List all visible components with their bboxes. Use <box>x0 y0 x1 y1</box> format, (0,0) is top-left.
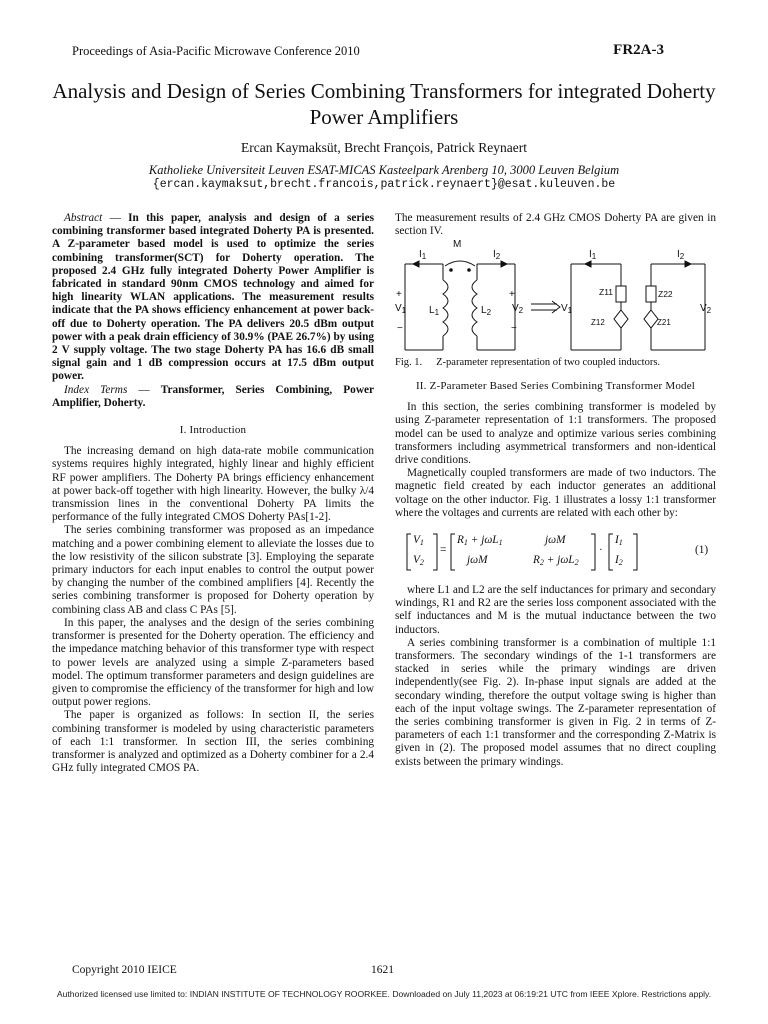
right-column <box>395 212 716 769</box>
intro-paragraph-2: The series combining transformer was proposed as an impedance matching and a power combining element to alleviate the losses due to the low resistivity of the silicon substrate [3]. Employing the separate primary inductors for each input enables to control the output power by changing the number of the combined amplifiers [4]. Recently the series combining transformer is proposed for Doherty operation by combining class AB and class C PAs [5]. <box>52 524 374 616</box>
section2-paragraph-2: Magnetically coupled transformers are made of two inductors. The magnetic field created by each inductor generates an additional voltage on the other inductor. Fig. 1 illustrates a lossy 1:1 transformer where the voltages and currents are related with each other by: <box>395 467 716 519</box>
paper-code: FR2A-3 <box>613 42 664 58</box>
label-v2-minus: − <box>511 323 517 335</box>
intro-paragraph-4: The paper is organized as follows: In section II, the series combining transformer is modeled by using characteristic parameters of each 1:1 transformer. In section III, the series combining transformer is analyzed and optimized as a Doherty combiner for a 2.4 GHz fully integrated CMOS PA. <box>52 709 374 775</box>
eq-z22-term: $R_2 + j\omega L_2$ <box>533 553 579 567</box>
intro-paragraph-3: In this paper, the analyses and the design of the series combining transformer is presented for the Doherty operation. The efficiency and the impedance matching behavior of this transformer type with respect to power levels are analyzed using a simple Z-parameters based model. The optimum transformer parameters and design guidelines are given to compromise the efficiency of the transformer for high and low output power regions. <box>52 616 374 709</box>
measurement-intro: The measurement results of 2.4 GHz CMOS Doherty PA are given in section IV. <box>395 212 716 238</box>
author-emails: {ercan.kaymaksut,brecht.francois,patrick.reynaert}@esat.kuleuven.be <box>152 178 616 191</box>
eq-i1: $I_1$ <box>615 533 623 547</box>
index-terms-label: Index Terms <box>64 383 128 396</box>
label-eq-v2: $V_2$ <box>700 303 712 316</box>
eq-v1: $V_1$ <box>413 533 424 547</box>
eq-z21-term: jωM <box>467 553 488 566</box>
equation-number: (1) <box>695 543 709 556</box>
label-eq-i2: $I_2$ <box>677 249 685 262</box>
section2-paragraph-1: In this section, the series combining transformer is modeled by using Z-parameter representation of 1:1 transformers. The proposed model can be used to analyze and optimize various series combining transformers including asymmetrical transformers and non-identical drive conditions. <box>395 401 716 466</box>
label-v1: $V_1$ <box>395 303 407 316</box>
abstract <box>52 212 374 384</box>
label-i1: $I_1$ <box>419 249 427 262</box>
affiliation: Katholieke Universiteit Leuven ESAT-MICAS Kasteelpark Arenberg 10, 3000 Leuven Belgium <box>148 163 620 177</box>
label-v1-minus: − <box>397 323 403 335</box>
label-l1: $L_1$ <box>429 305 440 318</box>
label-l2: $L_2$ <box>481 305 492 318</box>
label-v2: $V_2$ <box>512 303 524 316</box>
equation-explanation: where L1 and L2 are the self inductances for primary and secondary windings, R1 and R2 are the series loss component associated with the self inductances and M is the mutual inductance between the two inductors. <box>395 583 716 636</box>
abstract-label: Abstract <box>64 212 103 224</box>
figure-1-diagram <box>395 239 716 354</box>
section-1-heading: I. Introduction <box>179 424 247 437</box>
label-z21: Z21 <box>657 318 671 328</box>
label-eq-v1: $V_1$ <box>561 303 573 316</box>
page-number: 1621 <box>371 964 394 976</box>
paper-title: Analysis and Design of Series Combining Transformers for integrated Doherty Power Amplifiers <box>52 79 716 129</box>
intro-paragraph-1: The increasing demand on high data-rate mobile communication systems requires highly integrated, highly linear and highly efficient RF power amplifiers. The Doherty PA brings efficiency enhancement at power back-off together with high linearity. However, the bulky λ/4 transmission lines in the conventional Doherty PA limits the performance of the fully integrated CMOS Doherty PAs[1-2]. <box>52 445 374 524</box>
equation-1 <box>395 530 716 574</box>
label-mutual-m: M <box>453 239 462 251</box>
section-2-heading: II. Z-Parameter Based Series Combining Transformer Model <box>415 379 696 392</box>
label-v2-plus: + <box>509 289 515 301</box>
license-notice: Authorized licensed use limited to: INDIAN INSTITUTE OF TECHNOLOGY ROORKEE. Downloaded on July 11,2023 at 06:19:21 UTC from IEEE Xplore. Restrictions apply. <box>56 989 712 999</box>
index-terms <box>52 384 374 410</box>
eq-equals: = <box>440 543 447 556</box>
index-terms-body: Transformer, Series Combining, Power Amplifier, Doherty. <box>52 383 375 409</box>
section2-paragraph-final: A series combining transformer is a combination of multiple 1:1 transformers. The secondary windings of the 1-1 transformers are stacked in series while the primary windings are driven independently(see Fig. 2). In-phase input signals are added at the secondary winding, therefore the output voltage swing is higher than each of the input voltage swings. The Z-parameter representation of the series combining transformer is given in Fig. 2 in terms of Z-parameters of each 1:1 transformer and the corresponding Z-Matrix is given in (2). The proposed model assumes that no direct coupling exists between the primary windings. <box>395 636 716 768</box>
label-eq-i1: $I_1$ <box>589 249 597 262</box>
label-v1-plus: + <box>396 289 402 301</box>
abstract-dash: — <box>102 212 129 224</box>
figure-1-caption: Fig. 1. Z-parameter representation of two coupled inductors. <box>395 357 661 369</box>
label-z12: Z12 <box>591 318 605 328</box>
eq-i2: $I_2$ <box>615 553 623 567</box>
eq-z11-term: $R_1 + j\omega L_1$ <box>457 533 503 547</box>
footer-copyright: Copyright 2010 IEICE <box>72 964 177 976</box>
eq-dot: · <box>599 543 603 556</box>
label-i2: $I_2$ <box>493 249 501 262</box>
label-z22: Z22 <box>658 289 673 300</box>
eq-v2: $V_2$ <box>413 553 424 567</box>
abstract-body: In this paper, analysis and design of a series combining transformer based integrated Doherty PA is presented. A Z-parameter based model is used to optimize the series combining transformer(SCT) for Doherty operation. The proposed 2.4 GHz fully integrated Doherty Power Amplifier is fabricated in standard 90nm CMOS technology and aimed for high linearity WLAN applications. The measurement results indicate that the PA shows efficiency enhancement at power back-off due to Doherty operation. The PA delivers 20.5 dBm output power with a peak drain efficiency of 30.9% (PAE 26.7%) by using 2 V supply voltage. The two stage Doherty PA has 16.6 dB small signal gain and 1 dB compression occurs at 17.5 dBm output power. <box>52 212 374 383</box>
author-list: Ercan Kaymaksüt, Brecht François, Patrick Reynaert <box>240 140 528 155</box>
index-terms-dash: — <box>127 383 161 396</box>
conference-header: Proceedings of Asia-Pacific Microwave Conference 2010 <box>72 44 360 58</box>
left-column <box>52 212 374 775</box>
eq-z12-term: jωM <box>545 533 566 546</box>
label-z11: Z11 <box>599 287 614 298</box>
